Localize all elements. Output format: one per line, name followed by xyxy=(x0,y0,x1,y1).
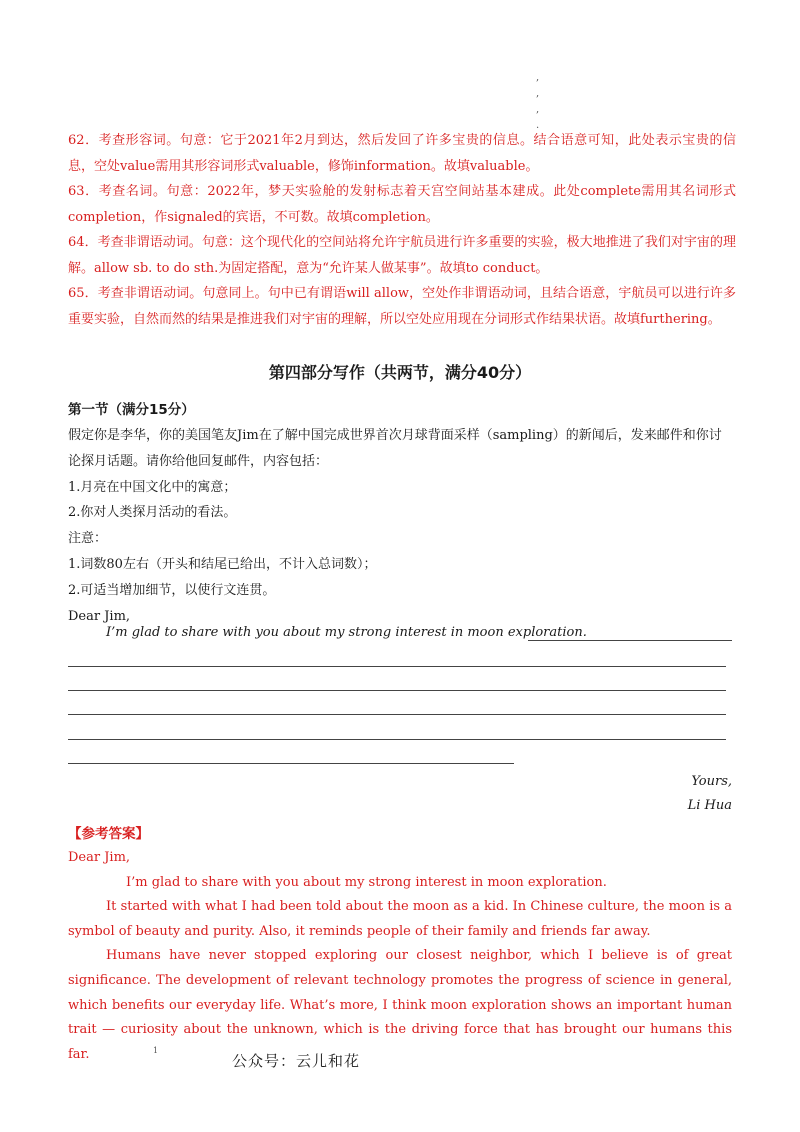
letter-signature: Li Hua xyxy=(687,798,732,813)
answer-line xyxy=(528,640,732,641)
letter-closing: Yours, xyxy=(691,774,732,789)
answer-62: 62．考查形容词。句意：它于2021年2月到达，然后发回了许多宝贵的信息。结合语意可知，此处表示宝贵的信息，空处value需用其形容词形式valuable，修饰information。故填valuable。 xyxy=(68,133,736,174)
reference-letter xyxy=(68,846,732,1067)
answer-line xyxy=(68,690,726,691)
decorative-dots xyxy=(536,70,546,134)
reference-paragraph-2: Humans have never stopped exploring our closest neighbor, which I believe is of great significance. The development of relevant technology promotes the progress of science in general, which benefits our everyday life. What’s more, I think moon exploration shows an important human trait — curiosity about the unknown, which is the driving force that has brought our humans this far. xyxy=(68,948,732,1062)
reference-answer-label: 【参考答案】 xyxy=(68,826,149,842)
task-note-1: 1.词数80左右（开头和结尾已给出，不计入总词数）； xyxy=(68,556,377,572)
dot: , xyxy=(536,88,540,99)
answer-explanations xyxy=(68,128,736,332)
letter-greeting: Dear Jim, xyxy=(68,608,131,624)
footer-mark: 1 xyxy=(153,1046,159,1055)
answer-64: 64．考查非谓语动词。句意：这个现代化的空间站将允许宇航员进行许多重要的实验，极大地推进了我们对宇宙的理解。allow sb. to do sth.为固定搭配，意为“允许某人做某事”。故填to conduct。 xyxy=(68,235,736,276)
dot: , xyxy=(536,72,540,83)
task-point-1: 1.月亮在中国文化中的寓意； xyxy=(68,479,237,495)
footer-watermark: 公众号：云儿和花 xyxy=(232,1052,361,1070)
answer-line xyxy=(68,739,726,740)
task-note-2: 2.可适当增加细节，以使行文连贯。 xyxy=(68,582,276,598)
answer-line xyxy=(68,714,726,715)
opening-sentence: I’m glad to share with you about my strong interest in moon exploration. xyxy=(106,625,587,640)
answer-65: 65．考查非谓语动词。句意同上。句中已有谓语will allow，空处作非谓语动词，且结合语意，宇航员可以进行许多重要实验，自然而然的结果是推进我们对宇宙的理解，所以空处应用现在分词形式作结果状语。故填furthering。 xyxy=(68,286,736,327)
reference-paragraph-1: It started with what I had been told about the moon as a kid. In Chinese culture, the moon is a symbol of beauty and purity. Also, it reminds people of their family and friends far away. xyxy=(68,899,732,939)
sub-title: 第一节（满分15分） xyxy=(68,402,195,418)
answer-line xyxy=(68,666,726,667)
answer-63: 63．考查名词。句意：2022年，梦天实验舱的发射标志着天宫空间站基本建成。此处complete需用其名词形式completion，作signaled的宾语，不可数。故填completion。 xyxy=(68,184,736,225)
answer-line xyxy=(68,763,514,764)
writing-task xyxy=(68,423,732,629)
reference-opening: I’m glad to share with you about my strong interest in moon exploration. xyxy=(126,874,607,890)
dot: . xyxy=(536,120,540,131)
reference-greeting: Dear Jim, xyxy=(68,850,131,865)
dot: , xyxy=(536,104,540,115)
task-prompt: 假定你是李华，你的美国笔友Jim在了解中国完成世界首次月球背面采样（sampling）的新闻后，发来邮件和你讨论探月话题。请你给他回复邮件，内容包括： xyxy=(68,428,722,469)
task-note-label: 注意： xyxy=(68,531,108,547)
section-title: 第四部分写作（共两节，满分40分） xyxy=(268,363,532,382)
task-point-2: 2.你对人类探月活动的看法。 xyxy=(68,505,237,521)
